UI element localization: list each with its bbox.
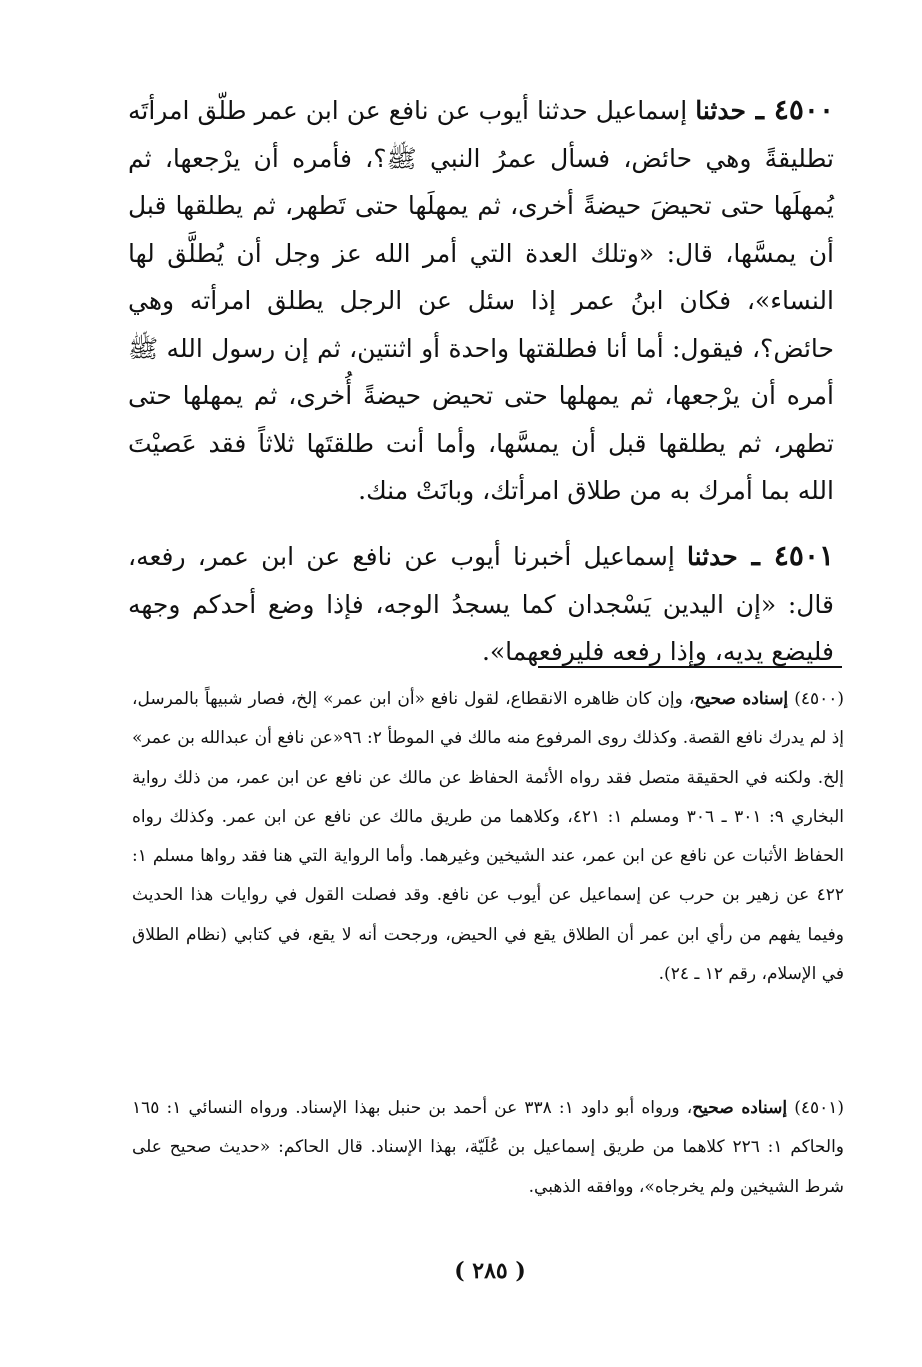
footnote-ref: (٤٥٠١)	[794, 1098, 845, 1118]
hadith-text: إسماعيل أخبرنا أيوب عن نافع عن ابن عمر، رفعه، قال: «إن اليدين يَسْجدان كما يسجدُ الوجه، فإذا وضع أحدكم وجهه فليضع يديه، وإذا رفعه فليرفعهما».	[128, 542, 834, 666]
hadith-4501	[128, 532, 834, 676]
hadith-lead-word: حدثنا	[695, 96, 746, 125]
footnote-grade: إسناده صحيح	[694, 689, 789, 709]
hadith-text: إسماعيل حدثنا أيوب عن نافع عن ابن عمر طلّق امرأتَه تطليقةً وهي حائض، فسأل عمرُ النبي ﷺ؟، فأمره أن يرْجعها، ثم يُمهلَها حتى تحيضَ حيضةً أخرى، ثم يمهلَها حتى تَطهر، ثم يطلقها قبل أن يمسَّها، قال: «وتلك العدة التي أمر الله عز وجل أن يُطلَّق لها النساء»، فكان ابنُ عمر إذا سئل عن الرجل يطلق امرأته وهي حائض؟، فيقول: أما أنا فطلقتها واحدة أو اثنتين، ثم إن رسول الله ﷺ أمره أن يرْجعها، ثم يمهلها حتى تحيض حيضةً أُخرى، ثم يمهلها حتى تطهر، ثم يطلقها قبل أن يمسَّها، وأما أنت طلقتَها ثلاثاً فقد عَصيْتَ الله بما أمرك به من طلاق امرأتك، وبانَتْ منك.	[128, 96, 834, 505]
footnote-4500	[132, 680, 844, 994]
hadith-number: ٤٥٠١	[773, 539, 835, 572]
hadith-dash: ـ	[745, 93, 774, 126]
hadith-number: ٤٥٠٠	[773, 93, 834, 126]
footnote-4501	[132, 1089, 844, 1207]
hadith-dash: ـ	[737, 539, 774, 572]
footnote-separator	[538, 666, 842, 668]
footnote-ref: (٤٥٠٠)	[794, 689, 844, 709]
footnote-text: ، وإن كان ظاهره الانقطاع، لقول نافع «أن ابن عمر» إلخ، فصار شبيهاً بالمرسل، إذ لم يدرك نافع القصة. وكذلك روى المرفوع منه مالك في الموطأ ٢: ٩٦«عن نافع أن عبدالله بن عمر» إلخ. ولكنه في الحقيقة متصل فقد رواه الأئمة الحفاظ عن مالك عن نافع عن ابن عمر، من ذلك رواية البخاري ٩: ٣٠١ ـ ٣٠٦ ومسلم ١: ٤٢١، وكلاهما من طريق مالك عن نافع عن ابن عمر. وكذلك رواه الحفاظ الأثبات عن نافع عن ابن عمر، عند الشيخين وغيرهما. وأما الرواية التي هنا فقد رواها مسلم ١: ٤٢٢ عن زهير بن حرب عن إسماعيل عن أيوب عن نافع. وقد فصلت القول في روايات هذا الحديث وفيما يفهم من رأي ابن عمر أن الطلاق يقع في الحيض، ورجحت أنه لا يقع، في كتابي (نظام الطلاق في الإسلام، رقم ١٢ ـ ٢٤).	[132, 689, 845, 985]
hadith-lead-word: حدثنا	[687, 542, 738, 571]
footnote-grade: إسناده صحيح	[692, 1098, 788, 1118]
footnote-text: ، ورواه أبو داود ١: ٣٣٨ عن أحمد بن حنبل بهذا الإسناد. ورواه النسائي ١: ١٦٥ والحاكم ١: ٢٢٦ كلاهما من طريق إسماعيل بن عُلَيّة، بهذا الإسناد. قال الحاكم: «حديث صحيح على شرط الشيخين ولم يخرجاه»، ووافقه الذهبي.	[132, 1098, 845, 1197]
hadith-4500	[128, 86, 834, 515]
page-number: ( ٢٨٥ )	[454, 1258, 526, 1284]
